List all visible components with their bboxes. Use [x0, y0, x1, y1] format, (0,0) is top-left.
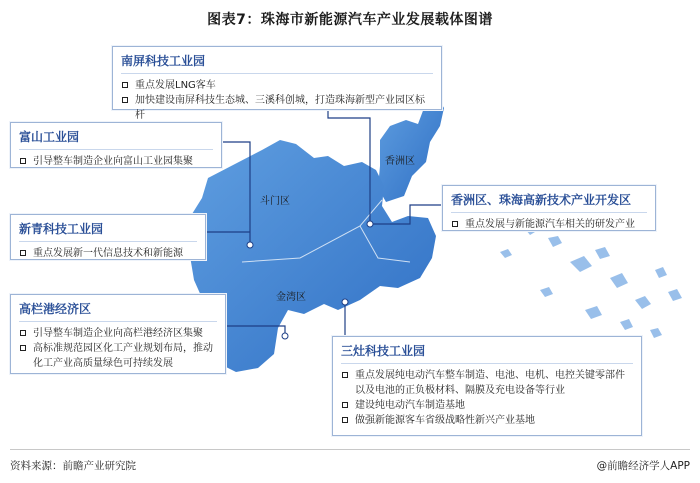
park-item: [341, 413, 633, 428]
park-item-text: 高标准规范园区化工产业规划布局，推动化工产业高质量绿色可持续发展: [33, 343, 213, 369]
park-item-text: 建设纯电动汽车制造基地: [355, 400, 465, 411]
park-item: [19, 326, 217, 341]
park-item: [19, 154, 213, 169]
park-item: [341, 368, 633, 398]
bullet-icon: [20, 330, 26, 336]
park-box-sanzao: [332, 336, 642, 436]
bullet-icon: [20, 250, 26, 256]
park-title: 香洲区、珠海高新技术产业开发区: [451, 191, 647, 213]
park-item-text: 重点发展与新能源汽车相关的研发产业: [465, 219, 635, 230]
park-item-text: 重点发展纯电动汽车整车制造、电池、电机、电控关键零部件以及电池的正负极材料、隔膜及充电设备等行业: [355, 370, 625, 396]
park-box-fushan: [10, 122, 222, 168]
park-item-text: 引导整车制造企业向富山工业园集聚: [33, 156, 193, 167]
bullet-icon: [20, 345, 26, 351]
park-item-text: 重点发展新一代信息技术和新能源: [33, 248, 183, 259]
park-title: 富山工业园: [19, 128, 213, 150]
park-item: [341, 398, 633, 413]
park-item-text: 加快建设南屏科技生态城、三溪科创城，打造珠海新型产业园区标杆: [135, 95, 425, 121]
park-box-gaolan: [10, 294, 226, 374]
park-item: [451, 217, 647, 232]
park-item-text: 做强新能源客车省级战略性新兴产业基地: [355, 415, 535, 426]
park-item-text: 引导整车制造企业向高栏港经济区集聚: [33, 328, 203, 339]
park-item: [121, 78, 433, 93]
park-title: 三灶科技工业园: [341, 342, 633, 364]
park-box-xinqing: [10, 214, 206, 260]
park-box-xiangzhou-hitech: [442, 185, 656, 231]
map-label-doumen: 斗门区: [260, 196, 290, 207]
outer-islands: [478, 217, 682, 338]
park-item: [121, 93, 433, 123]
bullet-icon: [122, 82, 128, 88]
footer-divider: [10, 449, 690, 450]
park-title: 南屏科技工业园: [121, 52, 433, 74]
park-title: 新青科技工业园: [19, 220, 197, 242]
bullet-icon: [452, 221, 458, 227]
bullet-icon: [20, 158, 26, 164]
park-item-text: 重点发展LNG客车: [135, 80, 216, 91]
park-title: 高栏港经济区: [19, 300, 217, 322]
park-box-nanping: [112, 46, 442, 121]
map-label-jinwan: 金湾区: [276, 292, 306, 303]
brand-credit: @前瞻经济学人APP: [596, 460, 690, 472]
park-item: [19, 341, 217, 371]
map-label-xiangzhou: 香洲区: [385, 156, 415, 167]
bullet-icon: [342, 417, 348, 423]
bullet-icon: [342, 402, 348, 408]
source-note: 资料来源：前瞻产业研究院: [10, 460, 136, 472]
bullet-icon: [122, 97, 128, 103]
park-item: [19, 246, 197, 261]
bullet-icon: [342, 372, 348, 378]
page-title: 图表7：珠海市新能源汽车产业发展载体图谱: [207, 12, 493, 28]
